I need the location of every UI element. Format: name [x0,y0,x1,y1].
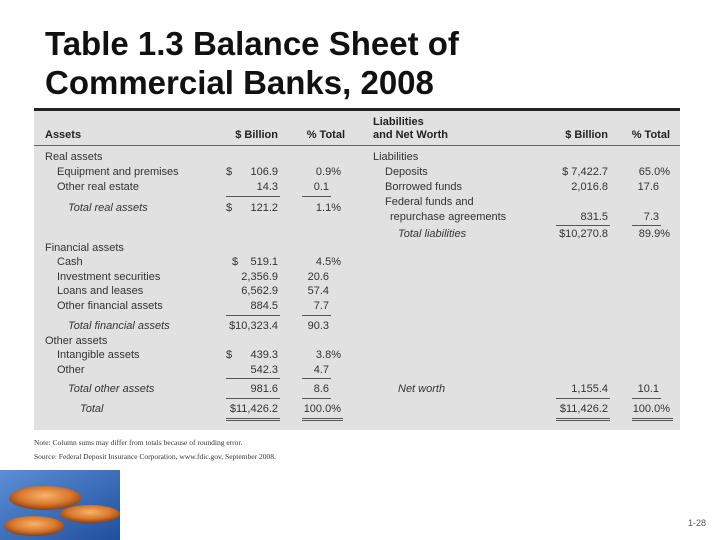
header-assets: Assets [45,129,82,141]
asset-value: 439.3 [250,349,278,361]
slide-title-line-1: Table 1.3 Balance Sheet of [45,25,459,62]
liability-value: $ 7,422.7 [562,166,608,178]
header-pct-left: % Total [306,129,345,141]
liability-value: 831.5 [580,211,608,223]
asset-pct: 0.1 [313,181,329,193]
asset-label: Other real estate [57,181,139,193]
asset-pct: 3.8% [315,349,341,361]
asset-total-value: $11,426.2 [229,403,278,415]
asset-dollar-sign: $ [226,166,233,178]
header-liabilities-line-1: Liabilities [373,116,424,128]
asset-label: Other [57,364,85,376]
asset-value: 6,562.9 [241,285,278,297]
table-note: Note: Column sums may differ from totals because of rounding error. [34,438,243,447]
asset-pct: 0.9% [315,166,341,178]
liability-label: Federal funds and [385,196,474,208]
subtotal-rule [556,225,610,226]
net-worth-label: Net worth [398,383,446,395]
asset-label: Other financial assets [57,300,163,312]
subtotal-rule [302,196,331,197]
total-double-rule [226,418,280,419]
subtotal-rule [226,378,280,379]
asset-value: 106.9 [250,166,278,178]
subtotal-rule [302,378,331,379]
subtotal-rule [302,315,331,316]
liability-pct: 17.6 [637,181,659,193]
asset-value: 884.5 [250,300,278,312]
asset-section-financial: Financial assets [45,242,124,254]
liability-value: $10,270.8 [559,228,608,240]
asset-pct: 90.3 [307,320,329,332]
asset-pct: 7.7 [313,300,329,312]
liability-total-value: $11,426.2 [559,403,608,415]
slide-title-line-2: Commercial Banks, 2008 [45,64,434,101]
liability-pct: 65.0% [638,166,670,178]
asset-label: Investment securities [57,271,161,283]
asset-subtotal-label: Total financial assets [68,320,170,332]
asset-value: 542.3 [250,364,278,376]
total-double-rule [556,418,610,419]
net-worth-pct: 10.1 [637,383,659,395]
decorative-stones-image [0,470,120,540]
liability-value: 2,016.8 [571,181,608,193]
asset-label: Loans and leases [57,285,144,297]
asset-section-other: Other assets [45,335,108,347]
subtotal-rule [556,398,610,399]
asset-value: 2,356.9 [241,271,278,283]
net-worth-value: 1,155.4 [571,383,608,395]
table-source: Source: Federal Deposit Insurance Corporation, www.fdic.gov, September 2008. [34,452,276,461]
liability-pct: 89.9% [638,228,670,240]
total-double-rule [556,420,610,421]
subtotal-rule [302,398,331,399]
liability-label: Borrowed funds [385,181,463,193]
asset-label: Equipment and premises [57,166,179,178]
asset-pct: 4.5% [315,256,341,268]
liability-pct: 7.3 [643,211,659,223]
header-pct-right: % Total [631,129,670,141]
liability-section-liabilities: Liabilities [373,151,419,163]
liability-total-pct: 100.0% [632,403,670,415]
subtotal-rule [632,398,661,399]
asset-pct: 20.6 [307,271,329,283]
subtotal-rule [226,196,280,197]
header-divider [34,145,680,146]
total-double-rule [302,420,343,421]
subtotal-rule [226,398,280,399]
asset-value: 121.2 [250,202,278,214]
total-double-rule [632,418,673,419]
slide-title [45,24,459,102]
asset-value: 519.1 [250,256,278,268]
asset-value: $10,323.4 [229,320,278,332]
asset-subtotal-label: Total real assets [68,202,148,214]
asset-value: 981.6 [250,383,278,395]
asset-dollar-sign: $ [226,202,233,214]
asset-pct: 57.4 [307,285,329,297]
asset-label: Intangible assets [57,349,140,361]
asset-pct: 4.7 [313,364,329,376]
total-double-rule [632,420,673,421]
liability-label: Deposits [385,166,428,178]
page-number: 1-28 [687,518,706,528]
asset-subtotal-label: Total other assets [68,383,155,395]
subtotal-rule [632,225,661,226]
asset-total-label: Total [80,403,104,415]
liability-subtotal-label: Total liabilities [398,228,467,240]
asset-value: 14.3 [256,181,278,193]
subtotal-rule [226,315,280,316]
header-liabilities-line-2: and Net Worth [373,129,448,141]
liability-label: repurchase agreements [390,211,507,223]
asset-label: Cash [57,256,83,268]
asset-section-real: Real assets [45,151,103,163]
total-double-rule [226,420,280,421]
header-billion-left: $ Billion [235,129,278,141]
asset-pct: 8.6 [313,383,329,395]
total-double-rule [302,418,343,419]
header-billion-right: $ Billion [565,129,608,141]
asset-total-pct: 100.0% [303,403,341,415]
asset-pct: 1.1% [315,202,341,214]
asset-dollar-sign: $ [232,256,239,268]
asset-dollar-sign: $ [226,349,233,361]
